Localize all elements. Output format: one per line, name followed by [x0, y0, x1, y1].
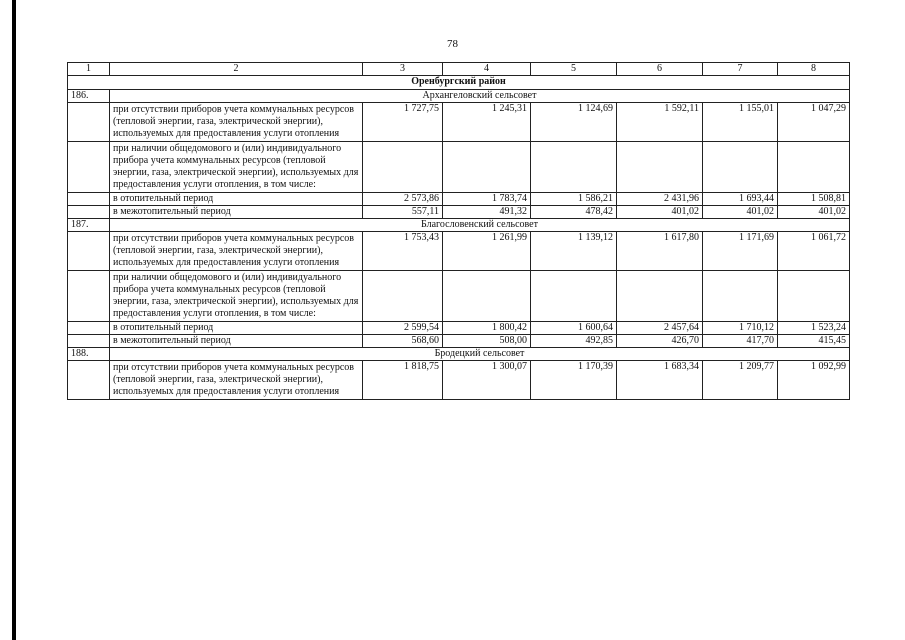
column-number: 3 [363, 63, 443, 76]
district-row [68, 76, 850, 90]
settlement-index: 188. [68, 348, 110, 361]
row-label: при наличии общедомового и (или) индивидуального прибора учета коммунальных ресурсов (тепловой энергии, газа, электрической энергии), используемых для предоставления услуги отопления, в том числе: [110, 142, 363, 193]
value-cell [778, 142, 850, 193]
value-cell: 1 600,64 [531, 322, 617, 335]
value-cell: 417,70 [703, 335, 778, 348]
value-cell: 1 592,11 [617, 103, 703, 142]
row-label: при наличии общедомового и (или) индивидуального прибора учета коммунальных ресурсов (тепловой энергии, газа, электрической энергии), используемых для предоставления услуги отопления, в том числе: [110, 271, 363, 322]
column-number: 6 [617, 63, 703, 76]
value-cell [617, 142, 703, 193]
table-row [68, 232, 850, 271]
column-number: 7 [703, 63, 778, 76]
value-cell: 1 155,01 [703, 103, 778, 142]
value-cell: 1 710,12 [703, 322, 778, 335]
table-row [68, 193, 850, 206]
row-label: в межотопительный период [110, 335, 363, 348]
value-cell: 1 171,69 [703, 232, 778, 271]
column-number-row [68, 63, 850, 76]
value-cell: 508,00 [443, 335, 531, 348]
value-cell: 1 783,74 [443, 193, 531, 206]
settlement-header-row [68, 348, 850, 361]
settlement-index: 187. [68, 219, 110, 232]
settlement-header-row [68, 90, 850, 103]
value-cell: 1 092,99 [778, 361, 850, 400]
settlement-header-row [68, 219, 850, 232]
scan-edge-bar [12, 0, 16, 640]
row-index-cell [68, 142, 110, 193]
value-cell: 568,60 [363, 335, 443, 348]
value-cell [617, 271, 703, 322]
table-row [68, 103, 850, 142]
value-cell: 1 800,42 [443, 322, 531, 335]
value-cell [703, 271, 778, 322]
value-cell [531, 271, 617, 322]
row-label: в межотопительный период [110, 206, 363, 219]
value-cell: 1 753,43 [363, 232, 443, 271]
value-cell: 1 170,39 [531, 361, 617, 400]
value-cell: 1 061,72 [778, 232, 850, 271]
value-cell: 1 818,75 [363, 361, 443, 400]
table-row [68, 206, 850, 219]
row-index-cell [68, 271, 110, 322]
value-cell: 1 617,80 [617, 232, 703, 271]
column-number: 4 [443, 63, 531, 76]
value-cell: 1 586,21 [531, 193, 617, 206]
row-index-cell [68, 193, 110, 206]
value-cell: 2 431,96 [617, 193, 703, 206]
table-row [68, 361, 850, 400]
value-cell: 401,02 [703, 206, 778, 219]
row-label: при отсутствии приборов учета коммунальных ресурсов (тепловой энергии, газа, электрической энергии), используемых для предоставления услуги отопления [110, 103, 363, 142]
value-cell: 1 523,24 [778, 322, 850, 335]
value-cell [363, 142, 443, 193]
row-index-cell [68, 206, 110, 219]
value-cell: 1 261,99 [443, 232, 531, 271]
value-cell: 491,32 [443, 206, 531, 219]
settlement-index: 186. [68, 90, 110, 103]
value-cell: 478,42 [531, 206, 617, 219]
value-cell: 415,45 [778, 335, 850, 348]
row-index-cell [68, 361, 110, 400]
row-label: при отсутствии приборов учета коммунальных ресурсов (тепловой энергии, газа, электрической энергии), используемых для предоставления услуги отопления [110, 361, 363, 400]
value-cell [443, 142, 531, 193]
page-number: 78 [447, 38, 458, 50]
value-cell [363, 271, 443, 322]
settlement-name: Архангеловский сельсовет [110, 90, 850, 103]
value-cell: 492,85 [531, 335, 617, 348]
value-cell: 2 573,86 [363, 193, 443, 206]
value-cell: 1 124,69 [531, 103, 617, 142]
value-cell: 1 209,77 [703, 361, 778, 400]
value-cell: 1 139,12 [531, 232, 617, 271]
table-row [68, 335, 850, 348]
value-cell: 1 727,75 [363, 103, 443, 142]
value-cell: 1 245,31 [443, 103, 531, 142]
tariff-table [67, 62, 850, 400]
value-cell [703, 142, 778, 193]
value-cell: 1 047,29 [778, 103, 850, 142]
value-cell: 2 457,64 [617, 322, 703, 335]
value-cell: 401,02 [778, 206, 850, 219]
table-row [68, 322, 850, 335]
value-cell: 426,70 [617, 335, 703, 348]
value-cell: 1 683,34 [617, 361, 703, 400]
value-cell [443, 271, 531, 322]
value-cell: 2 599,54 [363, 322, 443, 335]
district-name: Оренбургский район [68, 76, 850, 90]
settlement-name: Благословенский сельсовет [110, 219, 850, 232]
value-cell [778, 271, 850, 322]
settlement-name: Бродецкий сельсовет [110, 348, 850, 361]
row-index-cell [68, 103, 110, 142]
value-cell [531, 142, 617, 193]
row-label: в отопительный период [110, 322, 363, 335]
row-label: в отопительный период [110, 193, 363, 206]
row-index-cell [68, 335, 110, 348]
column-number: 8 [778, 63, 850, 76]
value-cell: 1 508,81 [778, 193, 850, 206]
row-index-cell [68, 322, 110, 335]
value-cell: 1 300,07 [443, 361, 531, 400]
column-number: 5 [531, 63, 617, 76]
row-label: при отсутствии приборов учета коммунальных ресурсов (тепловой энергии, газа, электрической энергии), используемых для предоставления услуги отопления [110, 232, 363, 271]
value-cell: 401,02 [617, 206, 703, 219]
value-cell: 1 693,44 [703, 193, 778, 206]
column-number: 2 [110, 63, 363, 76]
table-row [68, 142, 850, 193]
row-index-cell [68, 232, 110, 271]
column-number: 1 [68, 63, 110, 76]
table-row [68, 271, 850, 322]
value-cell: 557,11 [363, 206, 443, 219]
